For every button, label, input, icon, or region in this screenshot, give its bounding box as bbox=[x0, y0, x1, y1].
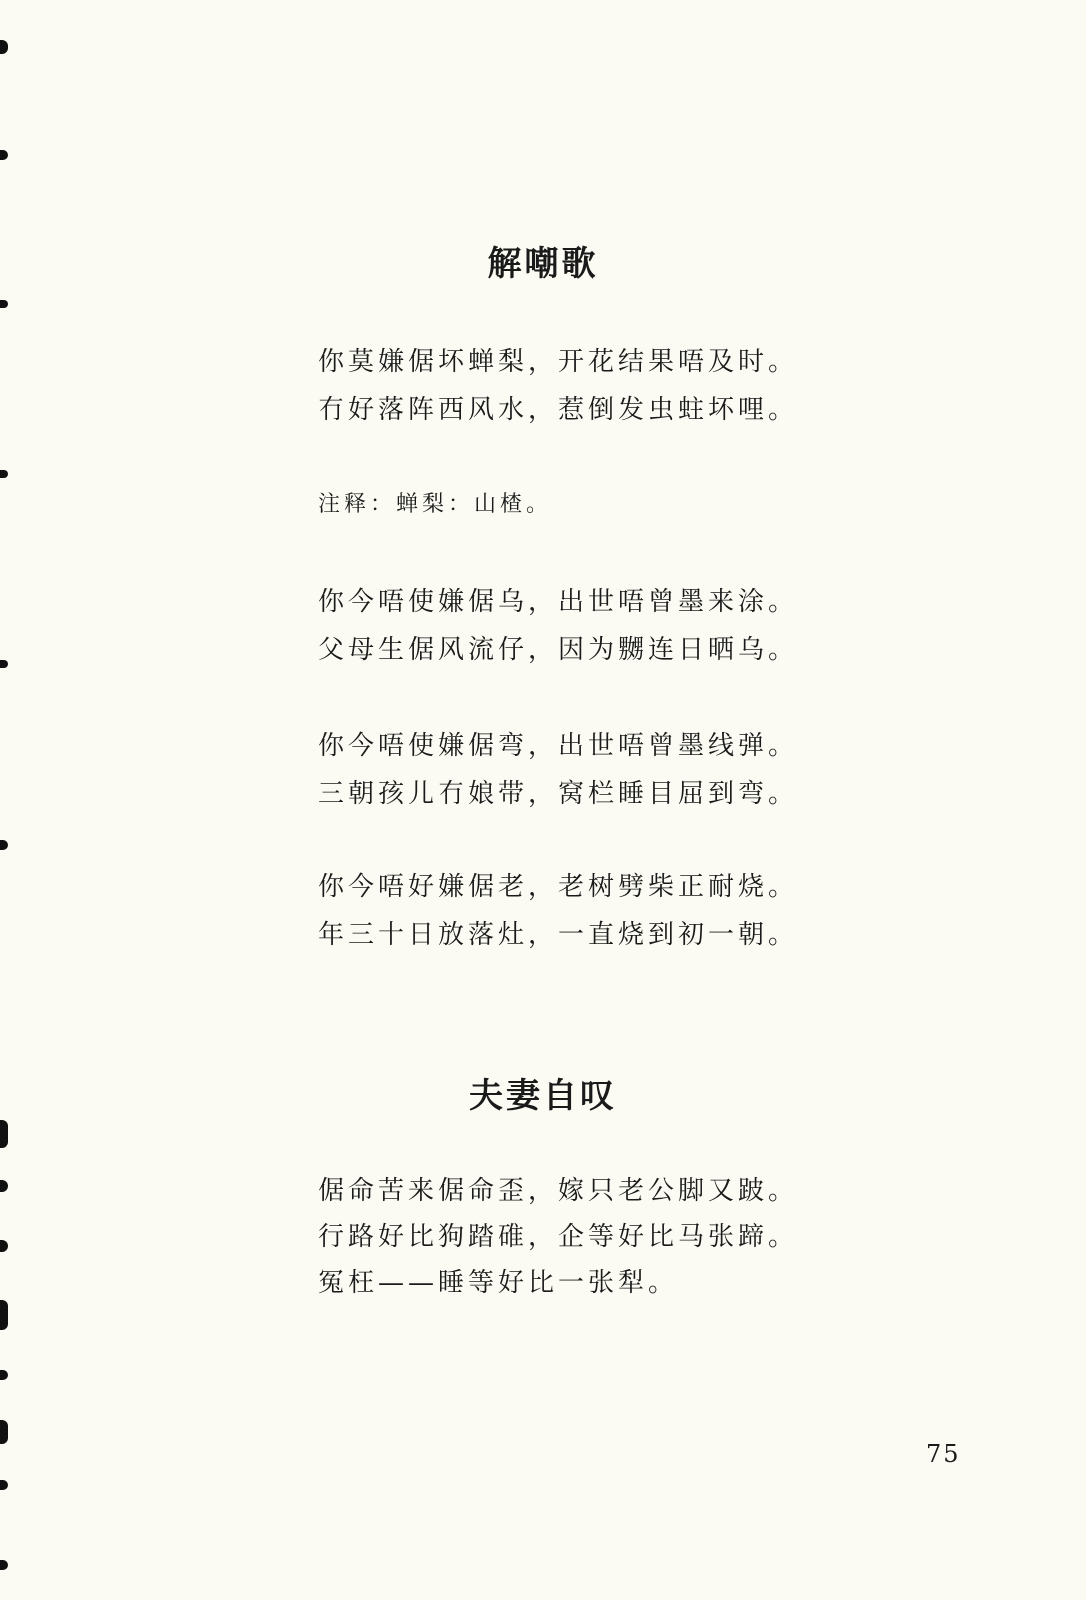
poem-title-fuqiziatan: 夫妻自叹 bbox=[469, 1076, 617, 1116]
verse-line: 你今唔使嫌倨乌，出世唔曾墨来涂。 bbox=[318, 587, 799, 617]
verse-line: 父母生倨风流仔，因为嬲连日晒乌。 bbox=[318, 635, 799, 665]
verse-line: 倨命苦来倨命歪，嫁只老公脚又跛。 bbox=[318, 1176, 799, 1206]
verse-line: 你莫嫌倨坏蝉梨，开花结果唔及时。 bbox=[318, 347, 799, 377]
verse-line: 冤枉——睡等好比一张犁。 bbox=[318, 1268, 679, 1298]
verse-line: 年三十日放落灶，一直烧到初一朝。 bbox=[318, 920, 799, 950]
poem-title-jiechaoge: 解嘲歌 bbox=[487, 244, 599, 284]
verse-line: 冇好落阵西风水，惹倒发虫蛀坏哩。 bbox=[318, 395, 799, 425]
verse-line: 行路好比狗踏碓，企等好比马张蹄。 bbox=[318, 1222, 799, 1252]
page-number: 75 bbox=[926, 1440, 961, 1468]
verse-line: 三朝孩儿冇娘带，窝栏睡目屈到弯。 bbox=[318, 779, 799, 809]
verse-line: 你今唔好嫌倨老，老树劈柴正耐烧。 bbox=[318, 872, 799, 902]
annotation-note: 注释：蝉梨：山楂。 bbox=[318, 492, 553, 517]
verse-line: 你今唔使嫌倨弯，出世唔曾墨线弹。 bbox=[318, 731, 799, 761]
